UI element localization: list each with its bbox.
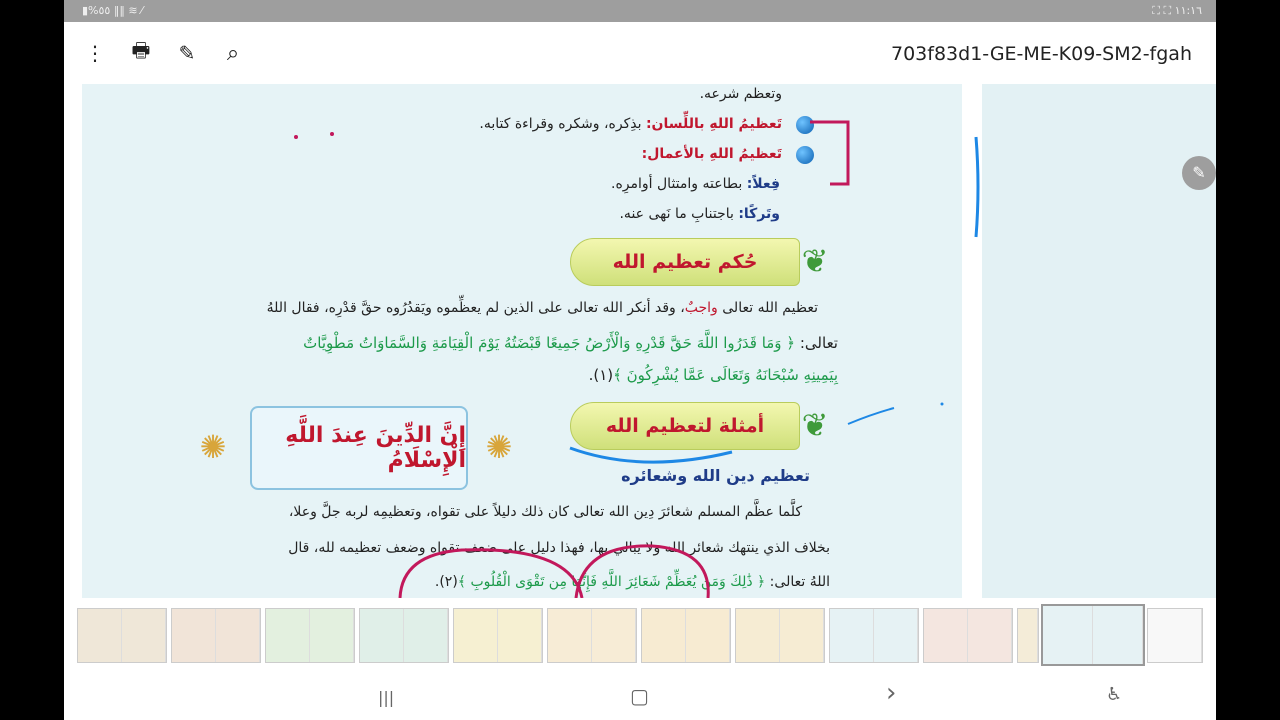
thumbnail[interactable]	[171, 608, 261, 663]
text-line: وتعظم شرعه.	[699, 86, 782, 102]
paragraph-line: بِيَمِينِهِ سُبْحَانَهُ وَتَعَالَى عَمَّا يُشْرِكُونَ ﴾(١).	[588, 366, 838, 384]
thumbnail[interactable]	[1147, 608, 1203, 663]
ornament-icon: ✺	[199, 428, 227, 466]
accessibility-button[interactable]: ♿	[1106, 684, 1123, 705]
ornament-icon: ❦	[801, 406, 829, 444]
toolbar	[64, 22, 1216, 84]
search-icon[interactable]: ⌕	[226, 40, 240, 66]
thumbnail[interactable]	[1017, 608, 1039, 663]
edit-pencil-icon[interactable]: ✎	[178, 41, 196, 65]
thumbnail[interactable]	[735, 608, 825, 663]
bullet-item-tongue: تَعظيمُ اللهِ باللِّسان: بذِكره، وشكره وقراءة كتابه.	[479, 116, 782, 132]
paragraph-line: تعظيم الله تعالى واجبٌ، وقد أنكر الله تعالى على الذين لم يعظِّموه ويَقدُرُوه حقَّ قدْرِه، فقال اللهُ	[266, 300, 818, 316]
thumbnail-strip[interactable]	[64, 600, 1216, 668]
more-options-icon[interactable]: ⋮	[85, 41, 105, 65]
print-icon[interactable]: 🖶	[131, 38, 151, 62]
thumbnail-current[interactable]	[1041, 604, 1145, 666]
status-bar	[64, 0, 1216, 22]
bullet-item-deeds: تَعظيمُ اللهِ بالأعمال:	[641, 146, 782, 162]
document-title: 703f83d1-GE-ME-K09-SM2-fgah	[891, 43, 1192, 65]
paragraph-line: اللهُ تعالى: ﴿ ذَٰلِكَ وَمَن يُعَظِّمْ شَعَائِرَ اللَّهِ فَإِنَّهَا مِن تَقْوَى الْقُلُوبِ ﴾(٢).	[434, 574, 830, 590]
recents-button[interactable]: |||	[378, 688, 395, 707]
thumbnail[interactable]	[265, 608, 355, 663]
ornament-icon: ❦	[801, 242, 829, 280]
pdf-page	[82, 84, 962, 598]
section-heading-ruling: حُكم تعظيم الله	[570, 238, 800, 286]
thumbnail[interactable]	[829, 608, 919, 663]
status-clock: ⛶ ⛶ ١١:١٦	[1152, 4, 1202, 17]
ink-annotation	[966, 132, 986, 242]
screen	[64, 0, 1216, 720]
pdf-viewer[interactable]	[64, 84, 1216, 598]
home-button[interactable]: ▢	[630, 684, 649, 708]
ornament-icon: ✺	[485, 428, 513, 466]
thumbnail[interactable]	[923, 608, 1013, 663]
ink-annotations	[82, 84, 962, 598]
paragraph-line: تعالى: ﴿ وَمَا قَدَرُوا اللَّهَ حَقَّ قَدْرِهِ وَالْأَرْضُ جَمِيعًا قَبْضَتُهُ يَوْمَ الْقِيَامَةِ وَالسَّمَاوَاتُ مَطْوِيَّاتٌ	[303, 334, 838, 352]
back-button[interactable]: ›	[886, 678, 897, 708]
paragraph-line: بخلاف الذي ينتهك شعائر الله ولا يبالي بها، فهذا دليل على ضعف تقواه وضعف تعظيمه لله، قال	[288, 540, 830, 556]
edit-fab-button[interactable]: ✎	[1182, 156, 1216, 190]
thumbnail[interactable]	[641, 608, 731, 663]
pdf-page-next	[982, 84, 1216, 598]
navigation-bar	[64, 670, 1216, 720]
sub-item-doing: فِعلاً: بطاعته وامتثال أوامرِه.	[611, 176, 780, 192]
subheading: تعظيم دين الله وشعائره	[621, 466, 810, 485]
thumbnail[interactable]	[77, 608, 167, 663]
paragraph-line: كلَّما عظَّم المسلم شعائرَ دِين الله تعالى كان ذلك دليلاً على تقواه، وتعظيمِه لربه جلَّ وعلا،	[288, 504, 802, 520]
calligraphy-panel: إِنَّ الدِّينَ عِندَ اللَّهِ الْإِسْلَامُ	[250, 406, 468, 490]
thumbnail[interactable]	[547, 608, 637, 663]
section-heading-examples: أمثلة لتعظيم الله	[570, 402, 800, 450]
status-icons-left: ▮%٥٥ ‖‖ ≋ ⁄	[82, 4, 143, 17]
sub-item-leaving: وتَركًا: باجتنابِ ما نَهى عنه.	[619, 206, 780, 222]
thumbnail[interactable]	[359, 608, 449, 663]
thumbnail[interactable]	[453, 608, 543, 663]
